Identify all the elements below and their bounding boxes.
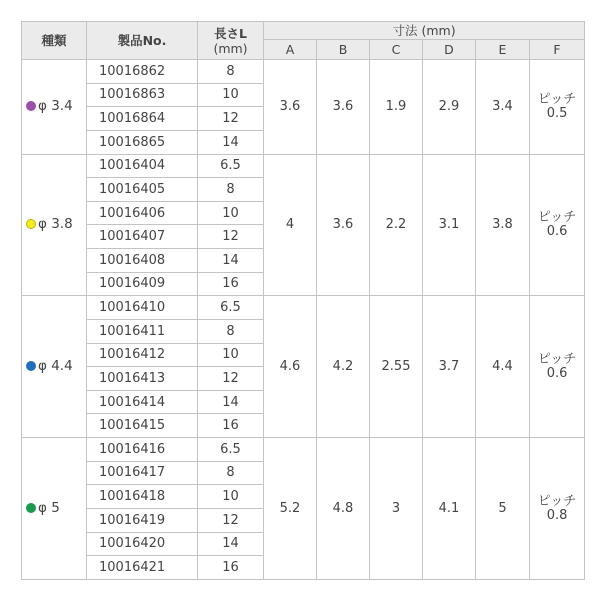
header-col-b: B	[317, 40, 370, 60]
length-cell: 12	[198, 367, 264, 391]
length-cell: 10	[198, 201, 264, 225]
product-no-cell: 10016408	[87, 249, 198, 273]
header-length-label: 長さL	[214, 25, 247, 41]
header-col-c: C	[370, 40, 423, 60]
dim-c-cell: 2.2	[370, 154, 423, 296]
pitch-label: ピッチ	[537, 209, 577, 225]
length-cell: 14	[198, 249, 264, 273]
length-cell: 10	[198, 485, 264, 509]
length-cell: 12	[198, 508, 264, 532]
dim-f-cell	[530, 60, 585, 155]
table-row	[22, 154, 585, 178]
dim-d-cell: 2.9	[423, 60, 476, 155]
table-row	[22, 438, 585, 462]
pitch-label: ピッチ	[537, 493, 577, 509]
dim-f-cell	[530, 296, 585, 438]
product-no-cell: 10016407	[87, 225, 198, 249]
dim-d-cell: 4.1	[423, 438, 476, 580]
length-cell: 10	[198, 343, 264, 367]
color-dot-icon	[26, 361, 36, 371]
product-no-cell: 10016419	[87, 508, 198, 532]
dim-b-cell: 3.6	[317, 154, 370, 296]
product-no-cell: 10016411	[87, 319, 198, 343]
length-cell: 8	[198, 60, 264, 84]
header-length-unit: (mm)	[213, 40, 248, 56]
length-cell: 6.5	[198, 154, 264, 178]
dim-d-cell: 3.1	[423, 154, 476, 296]
length-cell: 16	[198, 272, 264, 296]
pitch-value: 0.8	[546, 507, 568, 523]
length-cell: 8	[198, 178, 264, 202]
product-no-cell: 10016406	[87, 201, 198, 225]
dim-a-cell: 5.2	[264, 438, 317, 580]
dim-c-cell: 2.55	[370, 296, 423, 438]
dim-a-cell: 3.6	[264, 60, 317, 155]
header-col-e: E	[476, 40, 530, 60]
pitch-label: ピッチ	[537, 91, 577, 107]
type-cell	[22, 154, 87, 296]
type-label: φ 4.4	[38, 358, 73, 375]
dim-e-cell: 3.8	[476, 154, 530, 296]
length-cell: 14	[198, 390, 264, 414]
dim-a-cell: 4	[264, 154, 317, 296]
length-cell: 14	[198, 130, 264, 154]
pitch-label: ピッチ	[537, 351, 577, 367]
product-no-cell: 10016420	[87, 532, 198, 556]
product-no-cell: 10016865	[87, 130, 198, 154]
color-dot-icon	[26, 503, 36, 513]
table-body	[22, 60, 585, 580]
product-no-cell: 10016862	[87, 60, 198, 84]
dim-c-cell: 3	[370, 438, 423, 580]
dim-f-cell	[530, 438, 585, 580]
length-cell: 16	[198, 556, 264, 580]
table-row	[22, 60, 585, 84]
dim-e-cell: 3.4	[476, 60, 530, 155]
product-no-cell: 10016412	[87, 343, 198, 367]
spec-table	[21, 21, 585, 580]
product-no-cell: 10016863	[87, 83, 198, 107]
product-no-cell: 10016415	[87, 414, 198, 438]
product-no-cell: 10016421	[87, 556, 198, 580]
header-col-f: F	[530, 40, 585, 60]
product-no-cell: 10016409	[87, 272, 198, 296]
dim-d-cell: 3.7	[423, 296, 476, 438]
product-no-cell: 10016410	[87, 296, 198, 320]
pitch-value: 0.6	[546, 223, 568, 239]
product-no-cell: 10016418	[87, 485, 198, 509]
color-dot-icon	[26, 101, 36, 111]
length-cell: 12	[198, 225, 264, 249]
type-cell	[22, 60, 87, 155]
product-no-cell: 10016405	[87, 178, 198, 202]
type-label: φ 3.8	[38, 216, 73, 233]
product-no-cell: 10016413	[87, 367, 198, 391]
product-no-cell: 10016404	[87, 154, 198, 178]
length-cell: 8	[198, 319, 264, 343]
length-cell: 8	[198, 461, 264, 485]
dim-a-cell: 4.6	[264, 296, 317, 438]
color-dot-icon	[26, 219, 36, 229]
type-cell	[22, 438, 87, 580]
length-cell: 10	[198, 83, 264, 107]
product-no-cell: 10016414	[87, 390, 198, 414]
table-row	[22, 296, 585, 320]
length-cell: 6.5	[198, 296, 264, 320]
pitch-value: 0.6	[546, 365, 568, 381]
dim-f-cell	[530, 154, 585, 296]
type-label: φ 3.4	[38, 98, 73, 115]
pitch-value: 0.5	[546, 105, 568, 121]
length-cell: 6.5	[198, 438, 264, 462]
dim-b-cell: 4.8	[317, 438, 370, 580]
header-col-d: D	[423, 40, 476, 60]
header-product-no: 製品No.	[87, 22, 198, 60]
dim-b-cell: 4.2	[317, 296, 370, 438]
header-length	[198, 22, 264, 60]
product-no-cell: 10016864	[87, 107, 198, 131]
length-cell: 14	[198, 532, 264, 556]
product-no-cell: 10016417	[87, 461, 198, 485]
length-cell: 12	[198, 107, 264, 131]
dim-c-cell: 1.9	[370, 60, 423, 155]
header-type: 種類	[22, 22, 87, 60]
type-label: φ 5	[38, 500, 60, 516]
product-no-cell: 10016416	[87, 438, 198, 462]
header-col-a: A	[264, 40, 317, 60]
dim-e-cell: 4.4	[476, 296, 530, 438]
length-cell: 16	[198, 414, 264, 438]
dim-b-cell: 3.6	[317, 60, 370, 155]
dim-e-cell: 5	[476, 438, 530, 580]
header-dimensions: 寸法 (mm)	[264, 22, 585, 40]
type-cell	[22, 296, 87, 438]
